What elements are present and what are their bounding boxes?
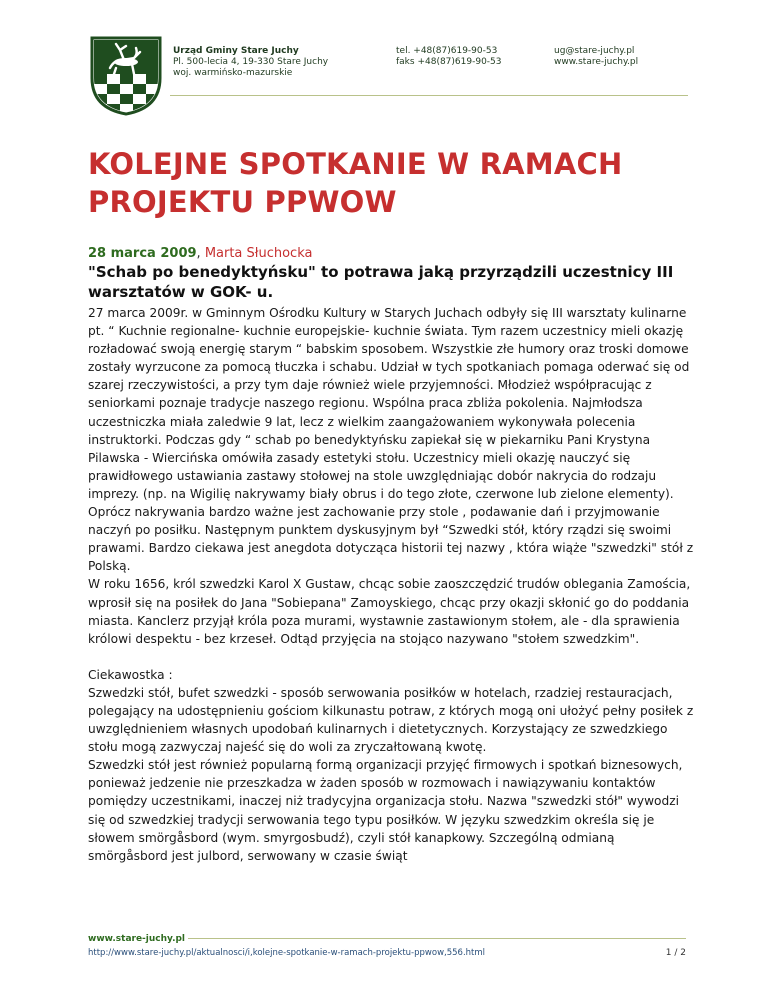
address-line-1: Pl. 500-lecia 4, 19-330 Stare Juchy	[173, 57, 329, 67]
article-meta	[88, 246, 312, 262]
address-line-2: woj. warmińsko-mazurskie	[173, 68, 293, 78]
page-title: KOLEJNE SPOTKANIE W RAMACH PROJEKTU PPWOW	[88, 147, 623, 219]
phone-block	[396, 46, 502, 68]
phone-number: tel. +48(87)619-90-53	[396, 46, 498, 56]
paragraph-buffet-business: Szwedzki stół jest również popularną formą organizacji przyjęć firmowych i spotkań biznesowych, ponieważ jedzenie nie przeszkadza w żaden sposób w rozmowach i nawiązywaniu kontaktów pomiędzy uczestnikami, inaczej niż tradycyjna organizacja stołu. Nazwa "szwedzki stół" wywodzi się od szwedzkiej tradycji serwowania tego typu posiłków. W języku szwedzkim określa się je słowem smörgåsbord (wym. smyrgosbudź), czyli stół kanapkowy. Szczególną odmianą smörgåsbord jest julbord, serwowany w czasie świąt	[88, 758, 683, 863]
footer-url[interactable]: http://www.stare-juchy.pl/aktualnosci/i,kolejne-spotkanie-w-ramach-projektu-ppwow,556.html	[88, 948, 486, 958]
paragraph-intro: 27 marca 2009r. w Gminnym Ośrodku Kultury w Starych Juchach odbyły się III warsztaty kulinarne pt. “ Kuchnie regionalne- kuchnie europejskie- kuchnie świata. Tym razem uczestnicy mieli okazję rozładować swoją energię starym “ babskim sposobem. Wszystkie złe humory oraz troski domowe zostały wyrzucone za pomocą tłuczka i schabu. Udział w tych spotkaniach pomaga oderwać się od szarej rzeczywistości, a przy tym daje również wiele przyjemności. Młodzież współpracując z seniorkami poznaje tradycje naszego regionu. Wspólna praca zbliża pokolenia. Najmłodsza uczestniczka miała zaledwie 9 lat, lecz z wielkim zaangażowaniem wykonywała polecenia instruktorki. Podczas gdy “ schab po benedyktyńsku zapiekał się w piekarniku Pani Krystyna Pilawska - Wiercińska omówiła zasady estetyki stołu. Uczestnicy mieli okazję nauczyć się prawidłowego ustawiania zastawy stołowej na stole uwzględniając dobór nakrycia do rodzaju imprezy. (np. na Wigilię nakrywamy biały obrus i do tego złote, czerwone lub zielone elementy). Oprócz nakrywania bardzo ważne jest zachowanie przy stole , podawanie dań i przyjmowanie naczyń po posiłku. Następnym punktem dyskusyjnym był “Szwedki stół, który rządzi się swoimi prawami. Bardzo ciekawa jest anegdota dotycząca historii tej nazwy , która wiąże "szwedzki" stół z Polską.	[88, 306, 694, 574]
paragraph-history: W roku 1656, król szwedzki Karol X Gustaw, chcąc sobie zaoszczędzić trudów oblegania Zamościa, wprosił się na posiłek do Jana "Sobiepana" Zamoyskiego, chcąc przy okazji skłonić go do poddania miasta. Kanclerz przyjął króla poza murami, wystawnie zastawionym stołem, ale - dla sprawienia królowi despektu - bez krzeseł. Odtąd przyjęcia na stojąco nazywano "stołem szwedzkim".	[88, 577, 691, 646]
header-divider	[170, 95, 688, 96]
email-link[interactable]: ug@stare-juchy.pl	[554, 46, 635, 56]
footer-site[interactable]: www.stare-juchy.pl	[88, 934, 186, 944]
footer-divider	[188, 938, 686, 939]
article-subtitle: "Schab po benedyktyńsku" to potrawa jaką przyrządzili uczestnicy III warsztatów w GOK- u.	[88, 263, 674, 301]
paragraph-buffet-definition: Szwedzki stół, bufet szwedzki - sposób serwowania posiłków w hotelach, rzadziej restauracjach, polegający na udostępnieniu gościom kilkunastu potraw, z których mogą oni ułożyć pełny posiłek z uwzględnieniem własnych upodobań kulinarnych i dietetycznych. Korzystający ze szwedzkiego stołu mogą zazwyczaj najeść się do woli za zryczałtowaną kwotę.	[88, 685, 694, 755]
article-body	[88, 304, 694, 865]
address-block	[173, 46, 328, 79]
meta-separator: ,	[196, 246, 205, 261]
article-author[interactable]: Marta Słuchocka	[204, 246, 313, 261]
org-name: Urząd Gminy Stare Juchy	[173, 46, 299, 56]
coat-of-arms-icon	[88, 34, 164, 116]
letterhead	[88, 32, 688, 96]
article-date: 28 marca 2009	[88, 246, 197, 261]
paragraph-gap	[88, 648, 694, 666]
paragraph-curiosity-heading: Ciekawostka :	[88, 667, 173, 682]
page-number: 1 / 2	[665, 948, 686, 958]
contact-block	[554, 46, 638, 68]
fax-number: faks +48(87)619-90-53	[396, 57, 502, 67]
website-link[interactable]: www.stare-juchy.pl	[554, 57, 639, 67]
